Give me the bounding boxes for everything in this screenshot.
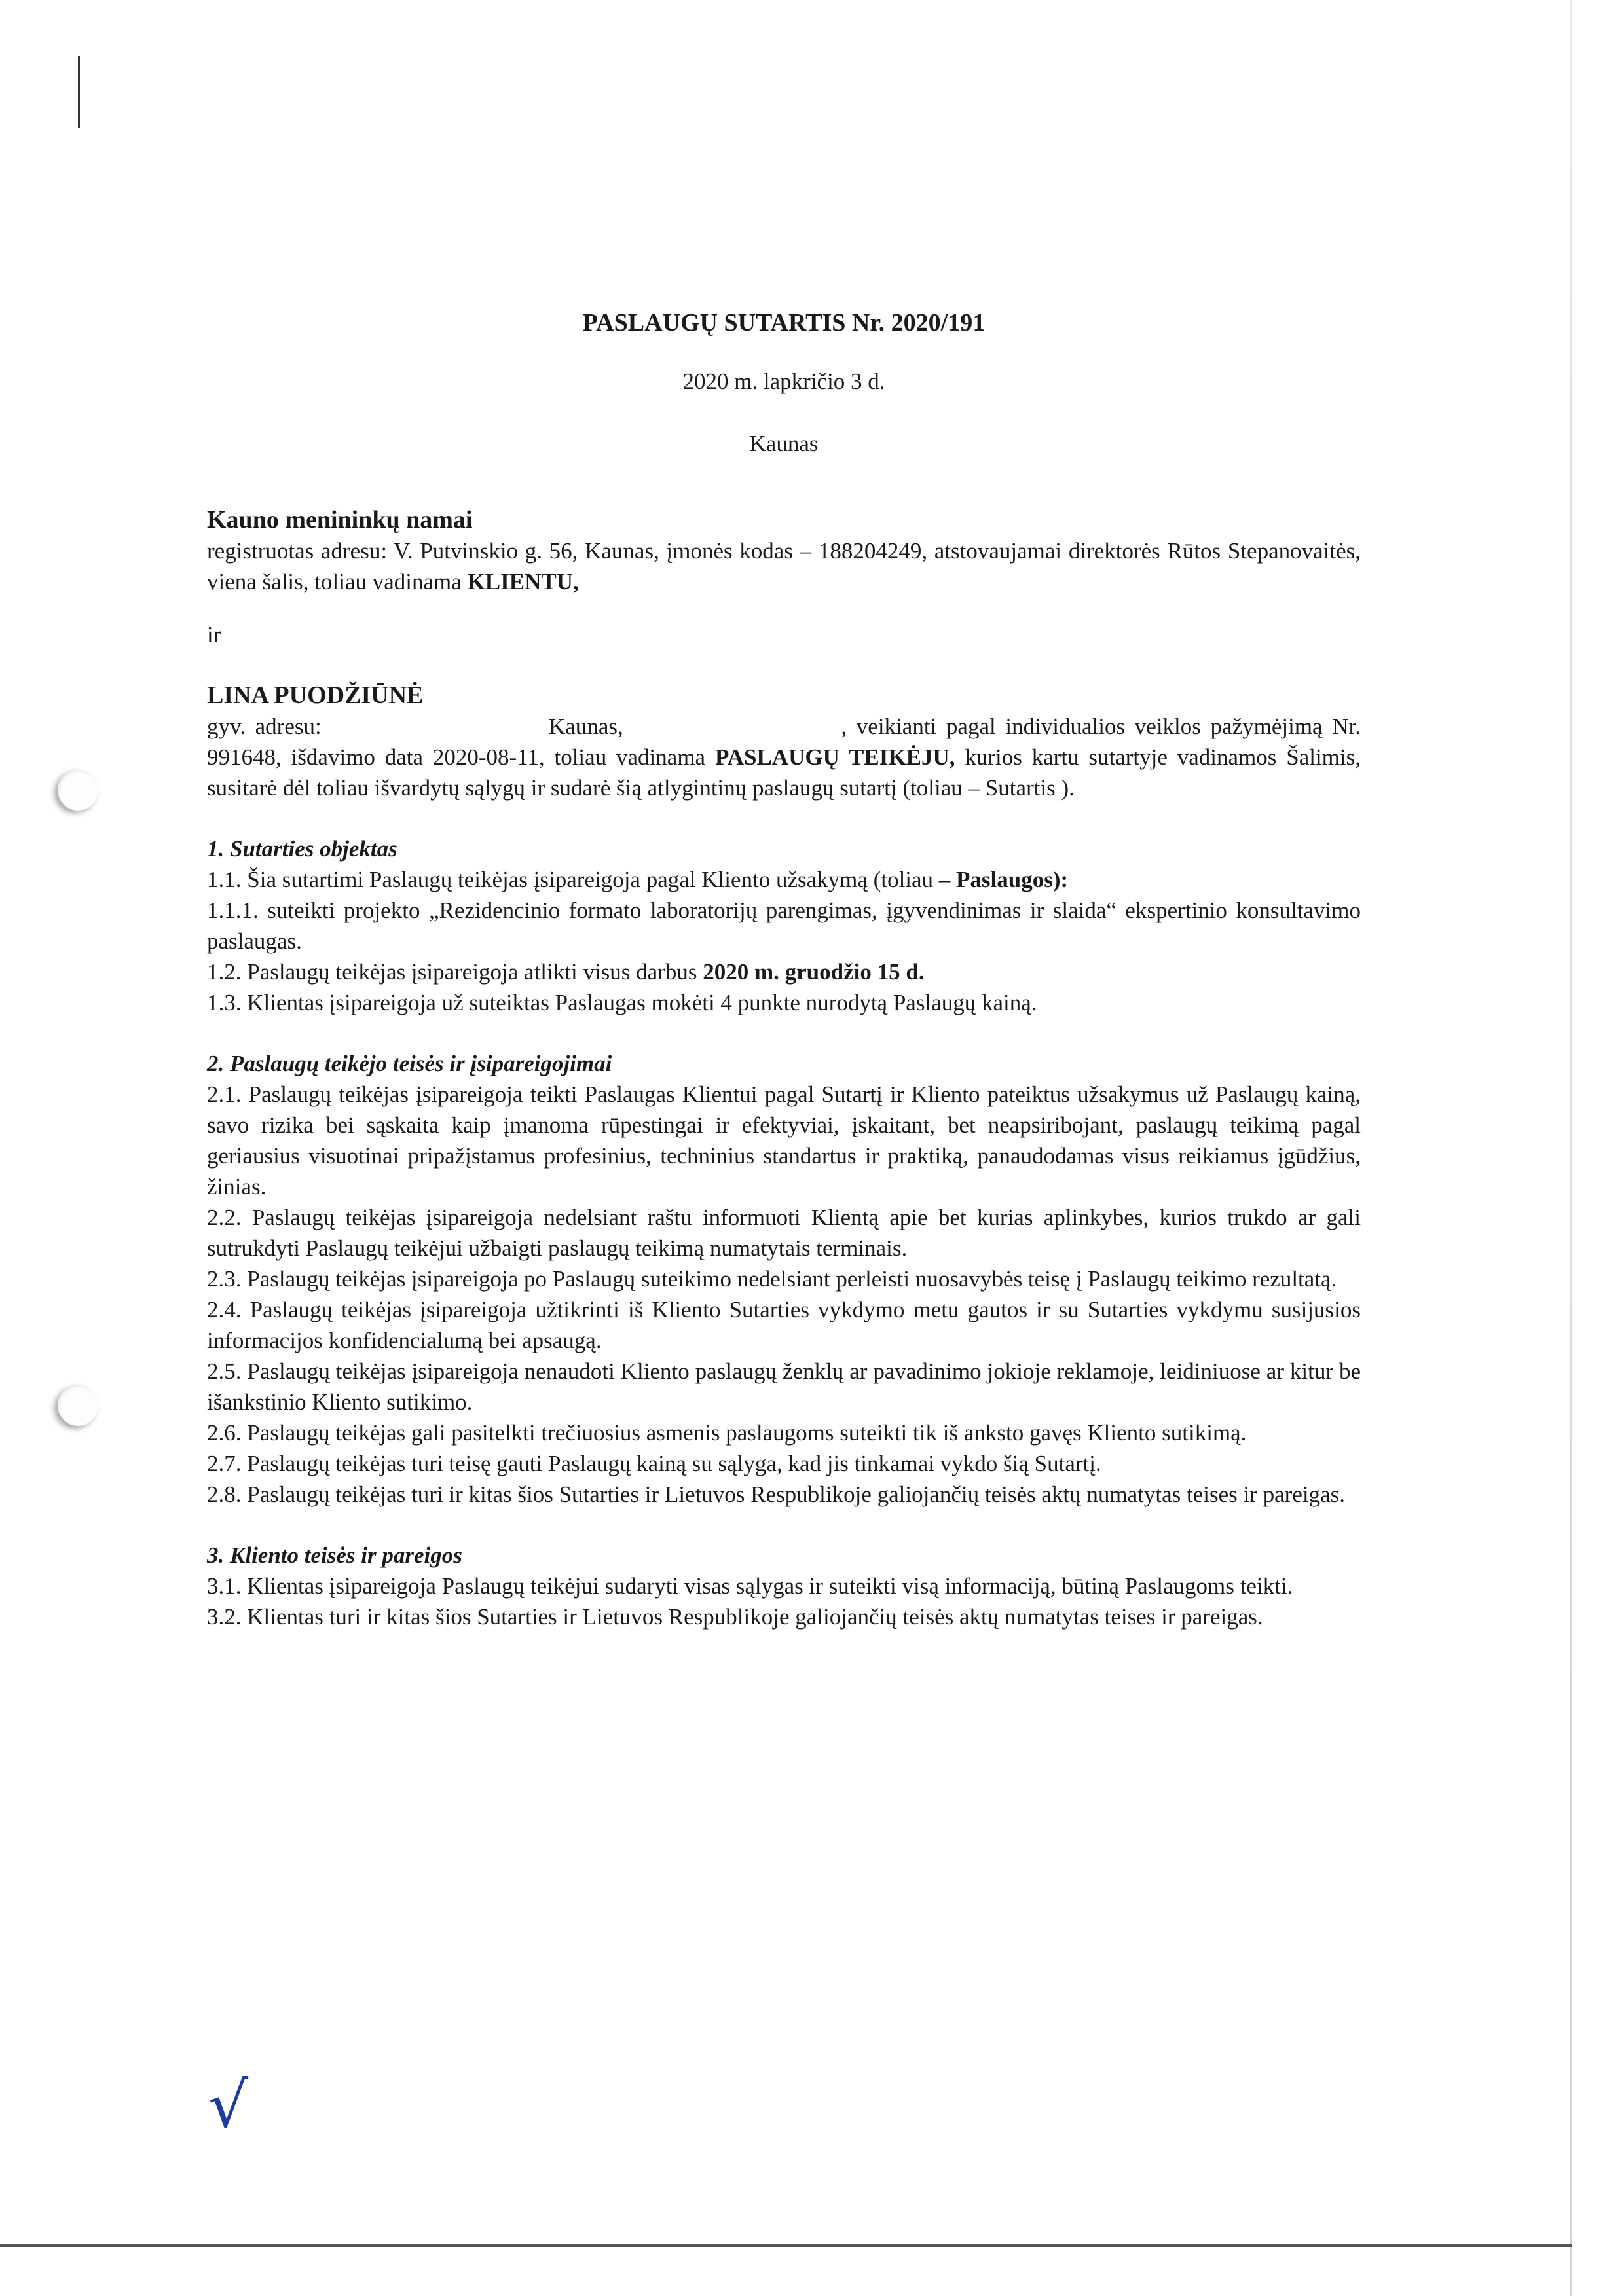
scan-mark bbox=[78, 56, 80, 128]
clause-1-2-text: 1.2. Paslaugų teikėjas įsipareigoja atlikti visus darbus bbox=[207, 959, 697, 985]
clause-1-1-1: 1.1.1. suteikti projekto „Rezidencinio formato laboratorijų parengimas, įgyvendinimas ir slaida“ ekspertinio konsultavimo paslaugas. bbox=[207, 898, 1361, 954]
contract-page bbox=[207, 308, 1361, 1632]
provider-address-city: Kaunas, bbox=[549, 714, 623, 739]
provider-address-label: gyv. adresu: bbox=[207, 714, 322, 739]
clause-1-1-text: 1.1. Šia sutartimi Paslaugų teikėjas įsipareigoja pagal Kliento užsakymą (toliau – bbox=[207, 867, 951, 892]
clause-2-8: 2.8. Paslaugų teikėjas turi ir kitas šios Sutarties ir Lietuvos Respublikoje galiojančių teisės aktų numatytas teises ir pareigas. bbox=[207, 1482, 1346, 1507]
redacted-address bbox=[331, 716, 539, 741]
client-details-text: registruotas adresu: V. Putvinskio g. 56, Kaunas, įmonės kodas – 188204249, atstovaujamai direktorės Rūtos Stepanovaitės, viena šalis, toliau vadinama bbox=[207, 538, 1361, 594]
clause-2-1: 2.1. Paslaugų teikėjas įsipareigoja teikti Paslaugas Klientui pagal Sutartį ir Kliento pateiktus užsakymus už Paslaugų kainą, savo rizika bei sąskaita kaip įmanoma rūpestingai ir efektyviai, įskaitant, bet neapsiribojant, paslaugų teikimą pagal geriausius visuotinai pripažįstamus profesinius, techninius standartus ir praktiką, panaudodamas visus reikiamus įgūdžius, žinias. bbox=[207, 1082, 1361, 1199]
document-place: Kaunas bbox=[749, 431, 819, 456]
conjunction: ir bbox=[207, 622, 221, 647]
section-3-heading: 3. Kliento teisės ir pareigos bbox=[207, 1542, 462, 1568]
provider-details bbox=[207, 711, 1361, 803]
page-bottom-rule bbox=[0, 2244, 1572, 2247]
clause-2-2: 2.2. Paslaugų teikėjas įsipareigoja nedelsiant raštu informuoti Klientą apie bet kurias aplinkybes, kurios trukdo ar gali sutrukdyti Paslaugų teikėjui užbaigti paslaugų teikimą numatytais terminais. bbox=[207, 1205, 1361, 1261]
section-1-heading: 1. Sutarties objektas bbox=[207, 836, 397, 862]
clause-1-1-term: Paslaugos): bbox=[956, 867, 1069, 892]
clause-3-2: 3.2. Klientas turi ir kitas šios Sutarties ir Lietuvos Respublikoje galiojančių teisės aktų numatytas teises ir pareigas. bbox=[207, 1604, 1263, 1630]
clause-1-3: 1.3. Klientas įsipareigoja už suteiktas Paslaugas mokėti 4 punkte nurodytą Paslaugų kainą. bbox=[207, 990, 1037, 1015]
client-role: KLIENTU, bbox=[467, 569, 579, 594]
punch-hole-icon bbox=[58, 1385, 98, 1426]
check-mark-icon: √ bbox=[208, 2069, 249, 2142]
clause-2-6: 2.6. Paslaugų teikėjas gali pasitelkti trečiuosius asmenis paslaugoms suteikti tik iš anksto gavęs Kliento sutikimą. bbox=[207, 1420, 1247, 1446]
page-edge bbox=[1570, 0, 1572, 2296]
provider-details-text: , veikianti pagal individualios veiklos pažymėjimą Nr. 991648, išdavimo data 2020-08-11, toliau vadinama bbox=[207, 714, 1361, 770]
client-details bbox=[207, 536, 1361, 597]
provider-details-tail: kurios kartu sutartyje vadinamos Šalimis, susitarė dėl toliau išvardytų sąlygų ir sudarė šią atlygintinų paslaugų sutartį (toliau – Sutartis ). bbox=[207, 744, 1361, 801]
document-title: PASLAUGŲ SUTARTIS Nr. 2020/191 bbox=[582, 309, 986, 337]
client-name: Kauno menininkų namai bbox=[207, 506, 473, 534]
provider-name: LINA PUODŽIŪNĖ bbox=[207, 682, 424, 709]
provider-role: PASLAUGŲ TEIKĖJU, bbox=[714, 744, 955, 770]
clause-2-7: 2.7. Paslaugų teikėjas turi teisę gauti Paslaugų kainą su sąlyga, kad jis tinkamai vykdo šią Sutartį. bbox=[207, 1451, 1101, 1476]
section-2-heading: 2. Paslaugų teikėjo teisės ir įsipareigojimai bbox=[207, 1051, 612, 1076]
punch-hole-icon bbox=[58, 770, 98, 811]
clause-1-2 bbox=[207, 957, 1361, 987]
clause-2-4: 2.4. Paslaugų teikėjas įsipareigoja užtikrinti iš Kliento Sutarties vykdymo metu gautos ir su Sutarties vykdymu susijusios informacijos konfidencialumą bei apsaugą. bbox=[207, 1297, 1361, 1353]
redacted-address bbox=[633, 716, 841, 741]
clause-1-2-deadline: 2020 m. gruodžio 15 d. bbox=[703, 959, 925, 985]
clause-2-5: 2.5. Paslaugų teikėjas įsipareigoja nenaudoti Kliento paslaugų ženklų ar pavadinimo jokioje reklamoje, leidiniuose ar kitur be išankstinio Kliento sutikimo. bbox=[207, 1358, 1361, 1415]
clause-2-3: 2.3. Paslaugų teikėjas įsipareigoja po Paslaugų suteikimo nedelsiant perleisti nuosavybės teisę į Paslaugų teikimo rezultatą. bbox=[207, 1266, 1337, 1292]
clause-1-1 bbox=[207, 864, 1361, 895]
clause-3-1: 3.1. Klientas įsipareigoja Paslaugų teikėjui sudaryti visas sąlygas ir suteikti visą informaciją, būtiną Paslaugoms teikti. bbox=[207, 1573, 1293, 1599]
document-date: 2020 m. lapkričio 3 d. bbox=[682, 369, 885, 394]
